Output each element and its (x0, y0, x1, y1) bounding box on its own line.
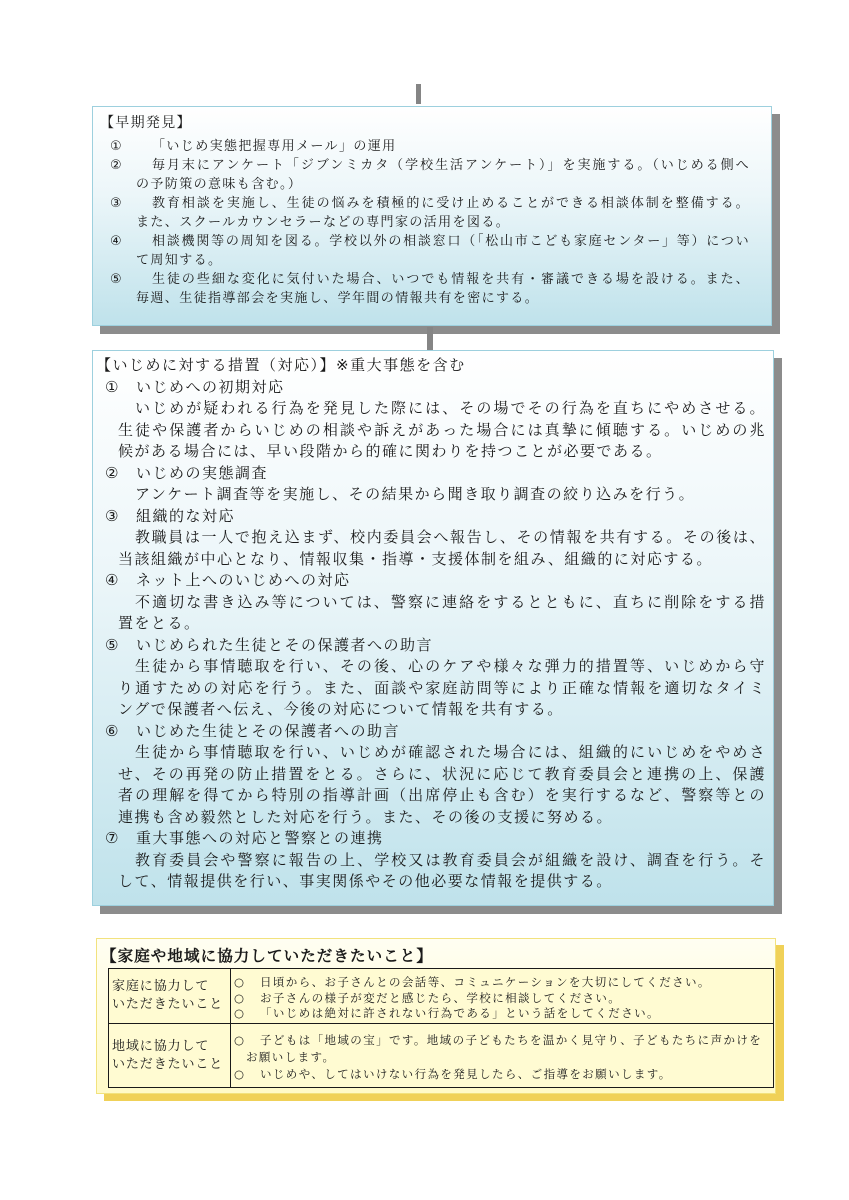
request-text-line: 日頃から、お子さんとの会話等、コミュニケーションを大切にしてください。 (260, 975, 711, 989)
bullet-icon: ○ (234, 1006, 246, 1020)
request-text-line: お子さんの様子が変だと感じたら、学校に相談してください。 (260, 990, 622, 1005)
item-text-line: 生徒の些細な変化に気付いた場合、いつでも情報を共有・審議できる場を設ける。また、 (152, 272, 750, 287)
early-detection-item (93, 156, 750, 194)
item-text-line: また、スクールカウンセラーなどの専門家の活用を図る。 (136, 215, 511, 230)
section-text-line: 候がある場合には、早い段階から的確に関わりを持つことが必要である。 (118, 442, 663, 460)
bullet-icon: ○ (234, 1067, 246, 1081)
section-heading: ネット上へのいじめへの対応 (136, 571, 351, 589)
section-heading-row (93, 721, 766, 743)
row-header-line: いただきたいこと (112, 1056, 224, 1072)
section-heading: いじめられた生徒とその保護者への助言 (136, 635, 434, 654)
section-heading: 重大事態への対応と警察との連携 (136, 829, 384, 847)
section-number: ④ (105, 571, 120, 589)
section-number: ② (105, 463, 120, 482)
bullet-icon: ○ (234, 1033, 246, 1047)
flow-connector (416, 84, 421, 104)
item-text-line: 「いじめ実態把握専用メール」の運用 (152, 139, 397, 154)
section-text-line: アンケート調査等を実施し、その結果から聞き取り調査の絞り込みを行う。 (135, 485, 696, 503)
request-text-line: お願いします。 (246, 1050, 336, 1064)
request-item (234, 975, 773, 991)
section-heading: いじめの実態調査 (136, 463, 269, 482)
early-detection-panel (92, 106, 772, 326)
section-heading: 組織的な対応 (136, 506, 236, 525)
response-section (93, 506, 766, 571)
item-number: ④ (110, 234, 122, 249)
item-number: ① (110, 139, 122, 154)
bullet-icon: ○ (234, 990, 246, 1005)
section-heading-row (93, 377, 766, 399)
early-detection-item (93, 137, 750, 156)
row-header-line: 地域に協力して (112, 1038, 210, 1054)
request-text-line: 子どもは「地域の宝」です。地域の子どもたちを温かく見守り、子どもたちに声かけを (260, 1033, 763, 1047)
row-header (109, 969, 231, 1023)
response-section (93, 463, 766, 506)
item-text-line: て周知する。 (136, 253, 223, 268)
response-section (93, 828, 766, 893)
row-header-line: 家庭に協力して (112, 979, 210, 994)
section-text-line: 置をとる。 (118, 614, 201, 632)
section-text-line: り通すための対応を行う。また、面談や家庭訪問等により正確な情報を適切なタイミ (118, 678, 766, 697)
section-text-line: 生徒から事情聴取を行い、いじめが確認された場合には、組織的にいじめをやめさ (135, 743, 766, 761)
row-content (231, 1024, 773, 1087)
section-text-line: ングで保護者へ伝え、今後の対応について情報を共有する。 (118, 700, 564, 718)
section-number: ⑥ (105, 721, 120, 740)
request-item (234, 991, 773, 1007)
section-number: ⑤ (105, 635, 120, 654)
bullet-icon: ○ (234, 975, 246, 989)
item-number: ③ (110, 196, 122, 211)
early-detection-item (93, 194, 750, 232)
item-text-line: の予防策の意味も含む。） (136, 177, 303, 192)
section-number: ③ (105, 506, 120, 525)
section-heading-row (93, 828, 766, 850)
section-number: ⑦ (105, 829, 120, 847)
section-text-line: 生徒から事情聴取を行い、その後、心のケアや様々な弾力的措置等、いじめから守 (135, 657, 766, 675)
response-panel (92, 350, 774, 906)
item-text-line: 教育相談を実施し、生徒の悩みを積極的に受け止めることができる相談体制を整備する。 (152, 196, 750, 211)
early-detection-list (93, 137, 750, 308)
section-number: ① (105, 377, 120, 396)
item-number: ⑤ (110, 272, 122, 287)
request-text-line: 「いじめは絶対に許されない行為である」という話をしてください。 (260, 1006, 660, 1020)
section-text-line: いじめが疑われる行為を発見した際には、その場でその行為を直ちにやめさせる。 (135, 399, 766, 417)
section-text-line: 不適切な書き込み等については、警察に連絡をするとともに、直ちに削除をする措 (135, 592, 766, 611)
section-text-line: して、情報提供を行い、事実関係やその他必要な情報を提供する。 (118, 872, 613, 890)
request-item (234, 1006, 773, 1022)
item-text-line: 毎月末にアンケート「ジブンミカタ（学校生活アンケート）」を実施する。（いじめる側へ (152, 158, 750, 173)
early-detection-title: 【早期発見】 (100, 115, 192, 131)
cooperation-row (109, 969, 773, 1023)
request-item (234, 1032, 773, 1066)
section-heading-row (93, 635, 766, 657)
section-text-line: 教職員は一人で抱え込まず、校内委員会へ報告し、その情報を共有する。その後は、 (135, 528, 766, 546)
section-text-line: せ、その再発の防止措置をとる。さらに、状況に応じて教育委員会と連携の上、保護 (118, 764, 766, 783)
row-header (109, 1024, 231, 1087)
section-text-line: 者の理解を得てから特別の指導計画（出席停止も含む）を実行するなど、警察等との (118, 786, 766, 804)
section-text-line: 当該組織が中心となり、情報収集・指導・支援体制を組み、組織的に対応する。 (118, 549, 713, 568)
section-heading-row (93, 506, 766, 528)
response-section (93, 570, 766, 635)
section-heading-row (93, 570, 766, 592)
response-section (93, 635, 766, 721)
early-detection-item (93, 232, 750, 270)
response-content (93, 355, 766, 893)
item-text-line: 毎週、生徒指導部会を実施し、学年間の情報共有を密にする。 (136, 291, 540, 306)
section-heading-row (93, 463, 766, 485)
cooperation-row (109, 1023, 773, 1087)
item-text-line: 相談機関等の周知を図る。学校以外の相談窓口（「松山市こども家庭センター」等）につい (152, 234, 750, 249)
section-text-line: 教育委員会や警察に報告の上、学校又は教育委員会が組織を設け、調査を行う。そ (135, 850, 766, 869)
section-heading: いじめへの初期対応 (136, 377, 285, 396)
section-heading: いじめた生徒とその保護者への助言 (136, 721, 401, 740)
response-section (93, 721, 766, 829)
flow-connector (427, 327, 433, 350)
response-title: 【いじめに対する措置（対応）】※重大事態を含む (96, 356, 466, 374)
row-content (231, 969, 773, 1023)
section-text-line: 連携も含め毅然とした対応を行う。また、その後の支援に努める。 (118, 807, 614, 826)
early-detection-item (93, 270, 750, 308)
request-item (234, 1066, 773, 1083)
item-number: ② (110, 158, 122, 173)
request-text-line: いじめや、してはいけない行為を発見したら、ご指導をお願いします。 (260, 1067, 672, 1081)
cooperation-panel (96, 938, 776, 1094)
cooperation-title: 【家庭や地域に協力していただきたいこと】 (101, 947, 434, 965)
cooperation-table (108, 968, 774, 1088)
row-header-line: いただきたいこと (112, 997, 224, 1012)
section-text-line: 生徒や保護者からいじめの相談や訴えがあった場合には真摯に傾聴する。いじめの兆 (118, 420, 766, 439)
response-section (93, 377, 766, 463)
